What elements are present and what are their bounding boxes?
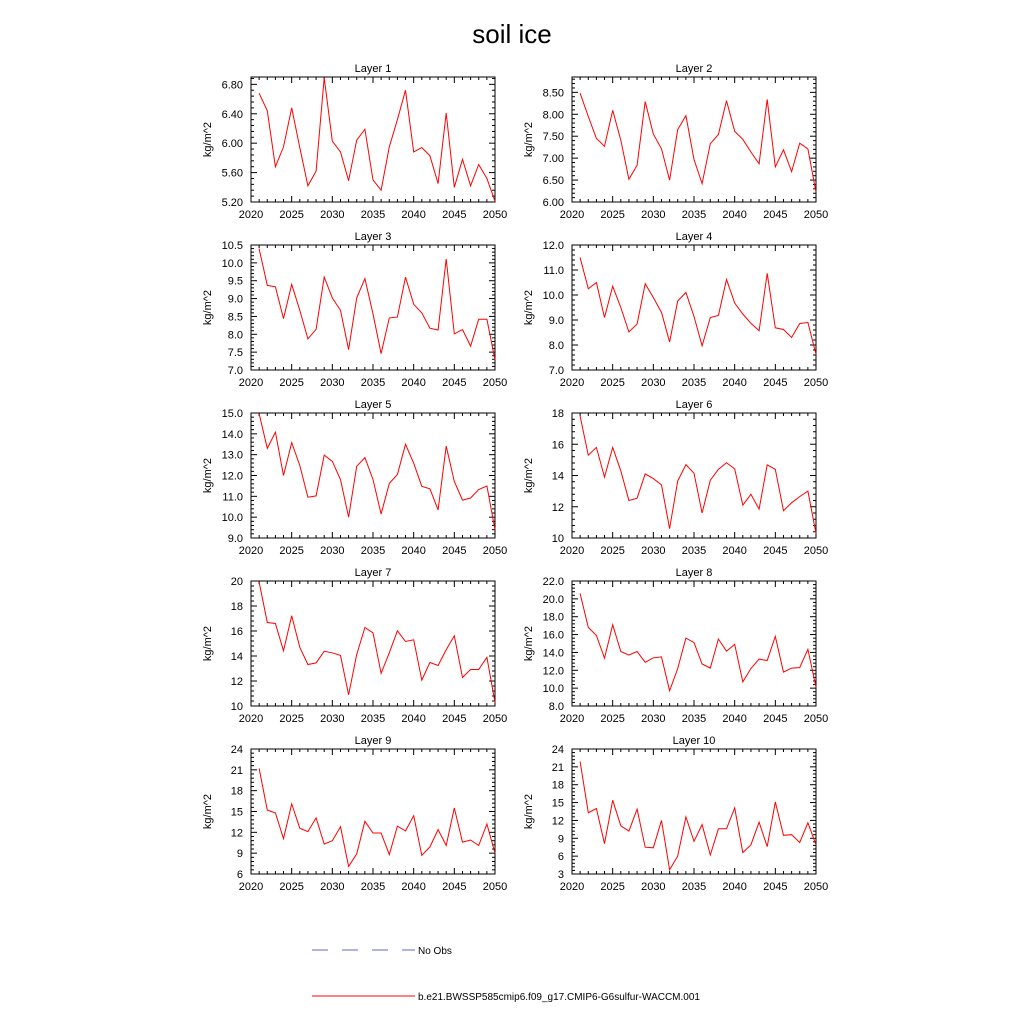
- y-tick-label: 18.0: [542, 611, 564, 624]
- plot-frame: [251, 581, 495, 706]
- y-tick-label: 8.50: [542, 87, 564, 100]
- y-tick-label: 10.5: [221, 240, 243, 252]
- series-line-1: [259, 768, 495, 866]
- x-tick-label: 2020: [238, 377, 264, 389]
- x-tick-label: 2030: [320, 545, 345, 557]
- x-tick-label: 2040: [401, 545, 426, 557]
- y-tick-label: 20: [230, 576, 243, 588]
- y-tick-label: 7.50: [542, 131, 564, 144]
- y-tick-label: 7.00: [542, 153, 564, 166]
- x-tick-label: 2040: [401, 713, 426, 725]
- y-tick-label: 12.0: [542, 240, 564, 252]
- panel-layer-2: [523, 63, 828, 221]
- y-tick-label: 12.0: [542, 665, 564, 678]
- y-tick-label: 15.0: [221, 408, 243, 420]
- y-tick-label: 3: [557, 869, 564, 881]
- y-tick-label: 7.0: [548, 365, 564, 377]
- x-tick-label: 2045: [763, 377, 788, 389]
- y-axis-label: kg/m^2: [202, 121, 214, 158]
- x-tick-label: 2040: [401, 209, 426, 221]
- x-tick-label: 2030: [320, 209, 345, 221]
- y-tick-label: 12: [551, 815, 564, 828]
- y-tick-label: 9.0: [227, 533, 243, 545]
- panel-title: Layer 1: [354, 63, 392, 75]
- y-tick-label: 15: [551, 797, 564, 810]
- x-tick-label: 2025: [279, 713, 304, 725]
- panel-grid: [202, 63, 828, 893]
- x-tick-label: 2035: [360, 209, 386, 221]
- y-tick-label: 9.0: [548, 315, 564, 327]
- x-tick-label: 2020: [238, 881, 264, 893]
- y-tick-label: 18: [230, 601, 243, 613]
- x-tick-label: 2035: [681, 881, 707, 893]
- y-tick-label: 16.0: [542, 629, 564, 642]
- panel-layer-4: [523, 231, 828, 389]
- x-tick-label: 2030: [641, 377, 666, 389]
- x-tick-label: 2030: [320, 713, 345, 725]
- x-tick-label: 2040: [722, 377, 747, 389]
- x-tick-label: 2020: [559, 881, 585, 893]
- panel-title: Layer 4: [675, 231, 713, 243]
- plot-frame: [572, 77, 816, 202]
- x-tick-label: 2045: [763, 713, 788, 725]
- y-tick-label: 8.0: [227, 329, 243, 342]
- series-line-1: [259, 582, 495, 703]
- x-tick-label: 2040: [722, 881, 747, 893]
- x-tick-label: 2025: [600, 881, 625, 893]
- y-tick-label: 6.50: [542, 175, 564, 188]
- y-axis-label: kg/m^2: [202, 457, 214, 494]
- y-tick-label: 6.00: [221, 138, 243, 151]
- x-tick-label: 2030: [320, 881, 345, 893]
- y-tick-label: 21: [230, 764, 243, 777]
- y-tick-label: 14.0: [542, 647, 564, 660]
- legend: [312, 946, 700, 1003]
- x-tick-label: 2025: [279, 545, 304, 557]
- x-tick-label: 2035: [681, 377, 707, 389]
- x-tick-label: 2035: [681, 209, 707, 221]
- x-tick-label: 2025: [279, 881, 304, 893]
- x-tick-label: 2035: [360, 713, 386, 725]
- x-tick-label: 2020: [238, 545, 264, 557]
- x-tick-label: 2030: [641, 545, 666, 557]
- x-tick-label: 2050: [803, 209, 829, 221]
- y-axis-label: kg/m^2: [523, 793, 535, 830]
- panel-title: Layer 8: [675, 567, 713, 579]
- y-tick-label: 14: [230, 651, 243, 663]
- plot-frame: [251, 749, 495, 874]
- x-tick-label: 2030: [641, 713, 666, 725]
- y-tick-label: 6: [236, 869, 243, 881]
- x-tick-label: 2020: [238, 209, 264, 221]
- x-tick-label: 2045: [763, 209, 788, 221]
- y-tick-label: 7.0: [227, 365, 243, 377]
- y-tick-label: 16: [230, 626, 243, 638]
- x-tick-label: 2050: [482, 881, 508, 893]
- panel-title: Layer 5: [354, 399, 392, 411]
- panel-title: Layer 9: [354, 735, 392, 747]
- panel-layer-7: [202, 567, 507, 725]
- x-tick-label: 2050: [482, 713, 508, 725]
- y-tick-label: 12: [551, 501, 564, 514]
- y-tick-label: 22.0: [542, 576, 564, 588]
- x-tick-label: 2025: [279, 209, 304, 221]
- x-tick-label: 2040: [722, 209, 747, 221]
- y-tick-label: 18: [230, 785, 243, 798]
- series-line-1: [580, 762, 816, 870]
- x-tick-label: 2050: [482, 209, 508, 221]
- x-tick-label: 2050: [803, 545, 829, 557]
- y-tick-label: 6: [557, 851, 564, 864]
- panel-layer-10: [523, 735, 828, 893]
- y-axis-label: kg/m^2: [523, 457, 535, 494]
- panel-layer-5: [202, 399, 507, 557]
- x-tick-label: 2020: [559, 377, 585, 389]
- panel-title: Layer 6: [675, 399, 713, 411]
- series-line-1: [259, 249, 495, 360]
- y-tick-label: 11.0: [543, 265, 564, 277]
- y-tick-label: 8.00: [542, 109, 564, 122]
- panel-title: Layer 2: [675, 63, 713, 75]
- panel-layer-9: [202, 735, 507, 893]
- series-line-1: [580, 594, 816, 691]
- y-tick-label: 21: [551, 761, 564, 774]
- plot-frame: [251, 245, 495, 370]
- y-tick-label: 9: [557, 833, 564, 846]
- y-axis-label: kg/m^2: [523, 625, 535, 662]
- x-tick-label: 2045: [442, 545, 467, 557]
- y-tick-label: 14.0: [221, 428, 243, 441]
- panel-layer-3: [202, 231, 507, 389]
- series-line-1: [580, 416, 816, 533]
- plot-frame: [251, 77, 495, 202]
- x-tick-label: 2025: [600, 545, 625, 557]
- x-tick-label: 2030: [320, 377, 345, 389]
- x-tick-label: 2050: [482, 377, 508, 389]
- y-tick-label: 10.0: [221, 257, 243, 270]
- y-tick-label: 10.0: [542, 290, 564, 302]
- x-tick-label: 2030: [641, 881, 666, 893]
- y-axis-label: kg/m^2: [202, 793, 214, 830]
- y-tick-label: 5.20: [221, 197, 243, 209]
- panel-title: Layer 3: [354, 231, 392, 243]
- panel-layer-6: [523, 399, 828, 557]
- y-tick-label: 18: [551, 408, 564, 420]
- x-tick-label: 2035: [360, 545, 386, 557]
- x-tick-label: 2040: [722, 545, 747, 557]
- y-tick-label: 15: [230, 806, 243, 819]
- y-tick-label: 18: [551, 779, 564, 792]
- panel-layer-8: [523, 567, 828, 725]
- y-tick-label: 6.80: [221, 79, 243, 92]
- y-tick-label: 7.5: [227, 347, 243, 360]
- y-tick-label: 11.0: [222, 491, 243, 504]
- y-tick-label: 9.0: [227, 293, 243, 306]
- series-line-1: [259, 414, 495, 530]
- legend-model-label: b.e21.BWSSP585cmip6.f09_g17.CMIP6-G6sulfur-WACCM.001: [418, 992, 700, 1003]
- x-tick-label: 2030: [641, 209, 666, 221]
- x-tick-label: 2040: [401, 377, 426, 389]
- y-tick-label: 24: [551, 744, 564, 756]
- x-tick-label: 2020: [559, 209, 585, 221]
- y-tick-label: 24: [230, 744, 243, 756]
- y-axis-label: kg/m^2: [202, 625, 214, 662]
- y-tick-label: 8.5: [227, 311, 243, 324]
- x-tick-label: 2045: [442, 209, 467, 221]
- x-tick-label: 2020: [238, 713, 264, 725]
- y-tick-label: 8.0: [548, 340, 564, 352]
- x-tick-label: 2050: [803, 881, 829, 893]
- x-tick-label: 2050: [803, 377, 829, 389]
- y-tick-label: 8.0: [548, 701, 564, 713]
- y-axis-label: kg/m^2: [523, 121, 535, 158]
- x-tick-label: 2025: [600, 713, 625, 725]
- y-tick-label: 10.0: [221, 512, 243, 525]
- y-tick-label: 9: [236, 848, 243, 861]
- y-tick-label: 14: [551, 470, 564, 483]
- y-tick-label: 5.60: [221, 167, 243, 180]
- x-tick-label: 2035: [681, 545, 707, 557]
- y-tick-label: 16: [551, 439, 564, 452]
- y-tick-label: 12: [230, 827, 243, 840]
- y-tick-label: 13.0: [221, 449, 243, 462]
- series-line-1: [580, 258, 816, 355]
- x-tick-label: 2035: [360, 377, 386, 389]
- x-tick-label: 2020: [559, 713, 585, 725]
- plot-frame: [572, 245, 816, 370]
- y-axis-label: kg/m^2: [523, 289, 535, 326]
- y-tick-label: 10.0: [542, 683, 564, 696]
- y-tick-label: 10: [230, 701, 243, 713]
- y-tick-label: 12.0: [221, 470, 243, 483]
- y-tick-label: 12: [230, 676, 243, 688]
- x-tick-label: 2045: [442, 713, 467, 725]
- x-tick-label: 2025: [279, 377, 304, 389]
- plot-frame: [572, 749, 816, 874]
- x-tick-label: 2045: [442, 881, 467, 893]
- y-tick-label: 10: [551, 533, 564, 545]
- x-tick-label: 2020: [559, 545, 585, 557]
- legend-obs-label: No Obs: [418, 946, 452, 957]
- series-line-1: [259, 78, 495, 202]
- x-tick-label: 2035: [681, 713, 707, 725]
- x-tick-label: 2035: [360, 881, 386, 893]
- y-tick-label: 9.5: [227, 275, 243, 288]
- x-tick-label: 2045: [763, 881, 788, 893]
- series-line-1: [580, 93, 816, 192]
- x-tick-label: 2025: [600, 209, 625, 221]
- x-tick-label: 2045: [763, 545, 788, 557]
- plot-frame: [251, 413, 495, 538]
- x-tick-label: 2045: [442, 377, 467, 389]
- x-tick-label: 2050: [482, 545, 508, 557]
- x-tick-label: 2050: [803, 713, 829, 725]
- y-tick-label: 6.00: [542, 197, 564, 209]
- x-tick-label: 2025: [600, 377, 625, 389]
- y-axis-label: kg/m^2: [202, 289, 214, 326]
- x-tick-label: 2040: [722, 713, 747, 725]
- panel-title: Layer 7: [354, 567, 392, 579]
- panel-layer-1: [202, 63, 507, 221]
- y-tick-label: 6.40: [221, 108, 243, 121]
- figure-title: soil ice: [472, 19, 552, 49]
- y-tick-label: 20.0: [542, 593, 564, 606]
- x-tick-label: 2040: [401, 881, 426, 893]
- panel-title: Layer 10: [672, 735, 716, 747]
